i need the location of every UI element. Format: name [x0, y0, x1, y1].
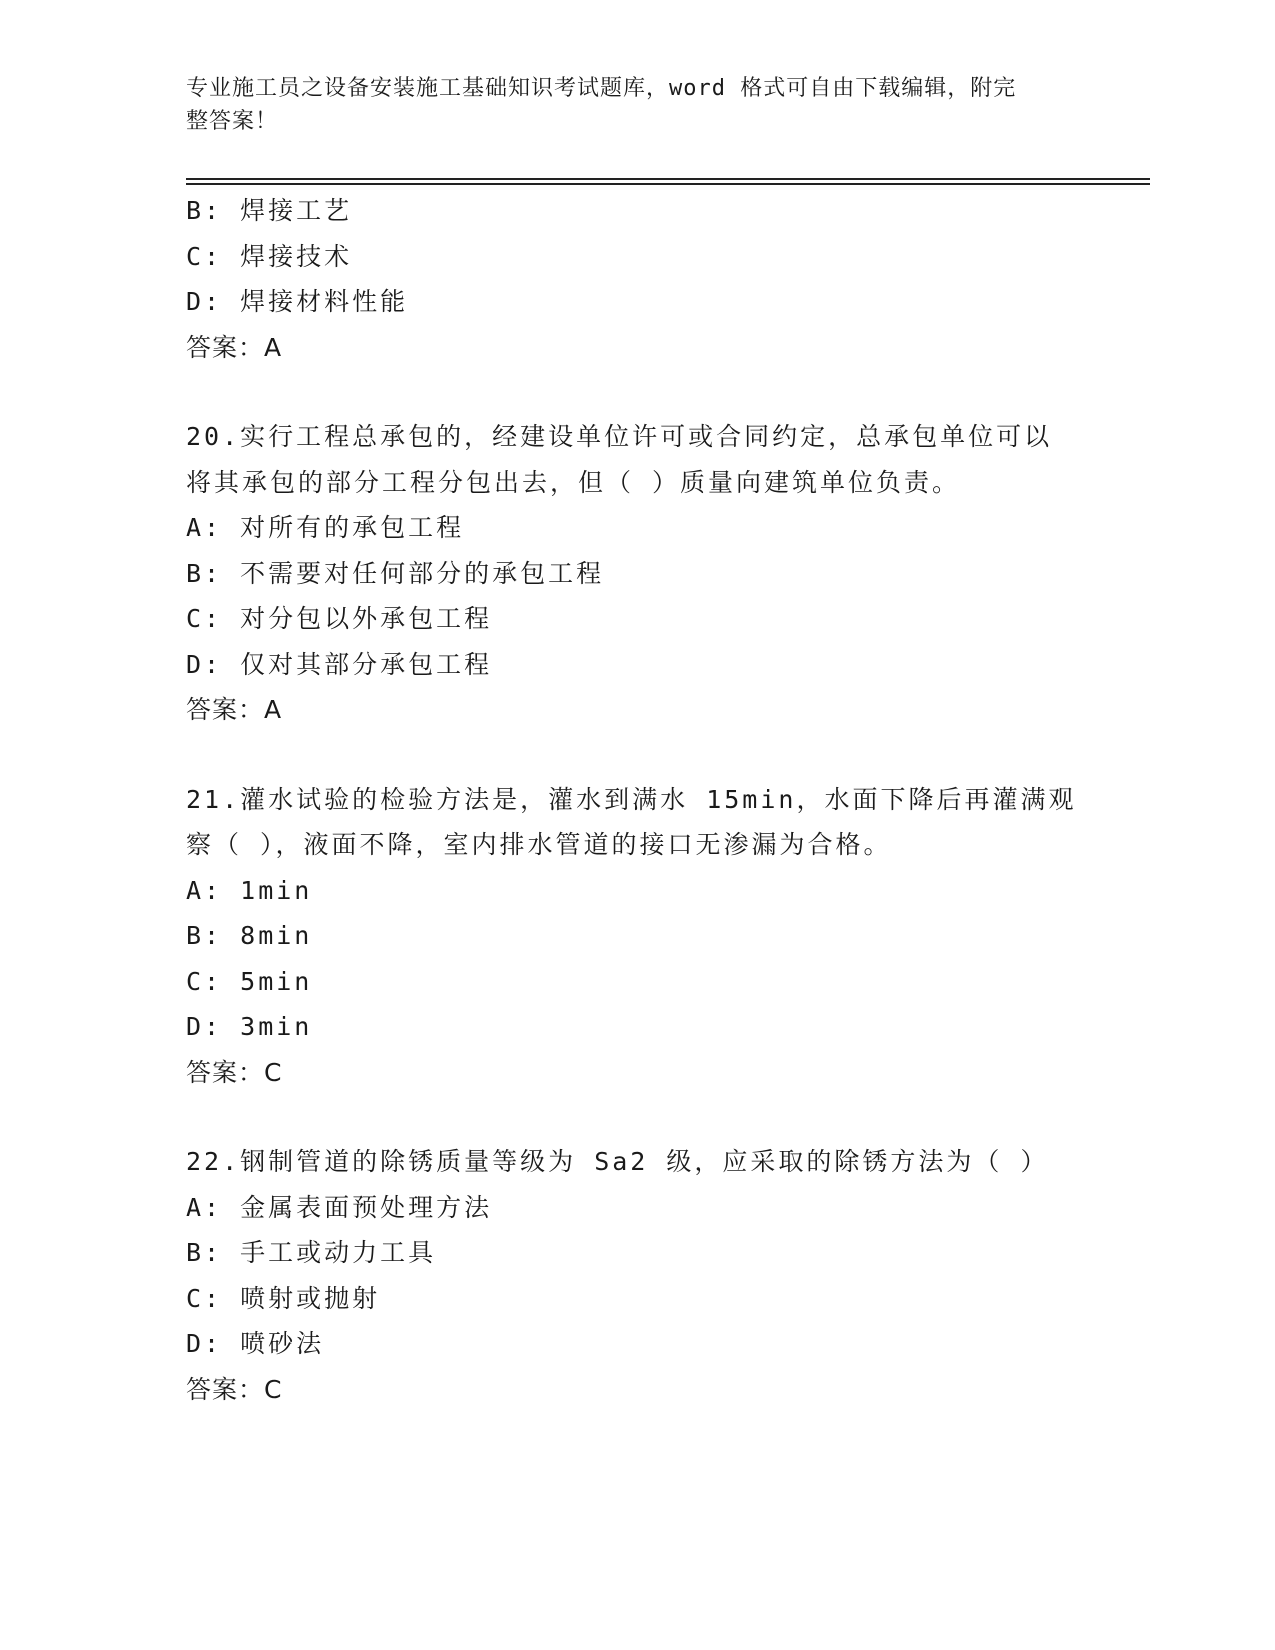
question-stem-line: 将其承包的部分工程分包出去，但（ ）质量向建筑单位负责。	[186, 467, 961, 497]
option-line: C: 5min	[186, 966, 313, 996]
question-stem-line: 20.实行工程总承包的，经建设单位许可或合同约定，总承包单位可以	[186, 422, 1053, 451]
question-block	[186, 1139, 1106, 1412]
question-block	[186, 188, 1106, 370]
question-list	[186, 188, 1106, 1412]
question-block	[186, 777, 1106, 1096]
answer-line: 答案：A	[186, 332, 283, 362]
block-spacer	[186, 1095, 1106, 1139]
header-rule-top	[186, 178, 1150, 180]
question-stem-line: 22.钢制管道的除锈质量等级为 Sa2 级，应采取的除锈方法为（ ）	[186, 1147, 1049, 1176]
option-line: A: 对所有的承包工程	[186, 513, 465, 542]
answer-line: 答案：C	[186, 1374, 283, 1404]
question-stem-line: 21.灌水试验的检验方法是，灌水到满水 15min，水面下降后再灌满观	[186, 784, 1077, 814]
option-line: D: 焊接材料性能	[186, 287, 409, 316]
page-header	[186, 72, 1066, 138]
option-line: B: 不需要对任何部分的承包工程	[186, 558, 605, 588]
question-block	[186, 414, 1106, 733]
answer-line: 答案：C	[186, 1057, 283, 1087]
option-line: A: 金属表面预处理方法	[186, 1192, 493, 1222]
option-line: B: 8min	[186, 921, 313, 950]
option-line: D: 仅对其部分承包工程	[186, 649, 493, 679]
option-line: C: 喷射或抛射	[186, 1283, 381, 1313]
option-line: B: 焊接工艺	[186, 196, 353, 225]
header-line-2: 整答案！	[186, 109, 279, 134]
block-spacer	[186, 733, 1106, 777]
option-line: A: 1min	[186, 875, 313, 905]
answer-line: 答案：A	[186, 695, 283, 724]
option-line: B: 手工或动力工具	[186, 1238, 437, 1267]
option-line: C: 焊接技术	[186, 241, 353, 271]
block-spacer	[186, 370, 1106, 414]
option-line: C: 对分包以外承包工程	[186, 604, 493, 633]
header-line-1: 专业施工员之设备安装施工基础知识考试题库，word 格式可自由下载编辑，附完	[186, 76, 1017, 101]
question-stem-line: 察（ ），液面不降，室内排水管道的接口无渗漏为合格。	[186, 830, 892, 859]
option-line: D: 喷砂法	[186, 1329, 325, 1358]
option-line: D: 3min	[186, 1012, 313, 1041]
header-rule-bottom	[186, 183, 1150, 185]
